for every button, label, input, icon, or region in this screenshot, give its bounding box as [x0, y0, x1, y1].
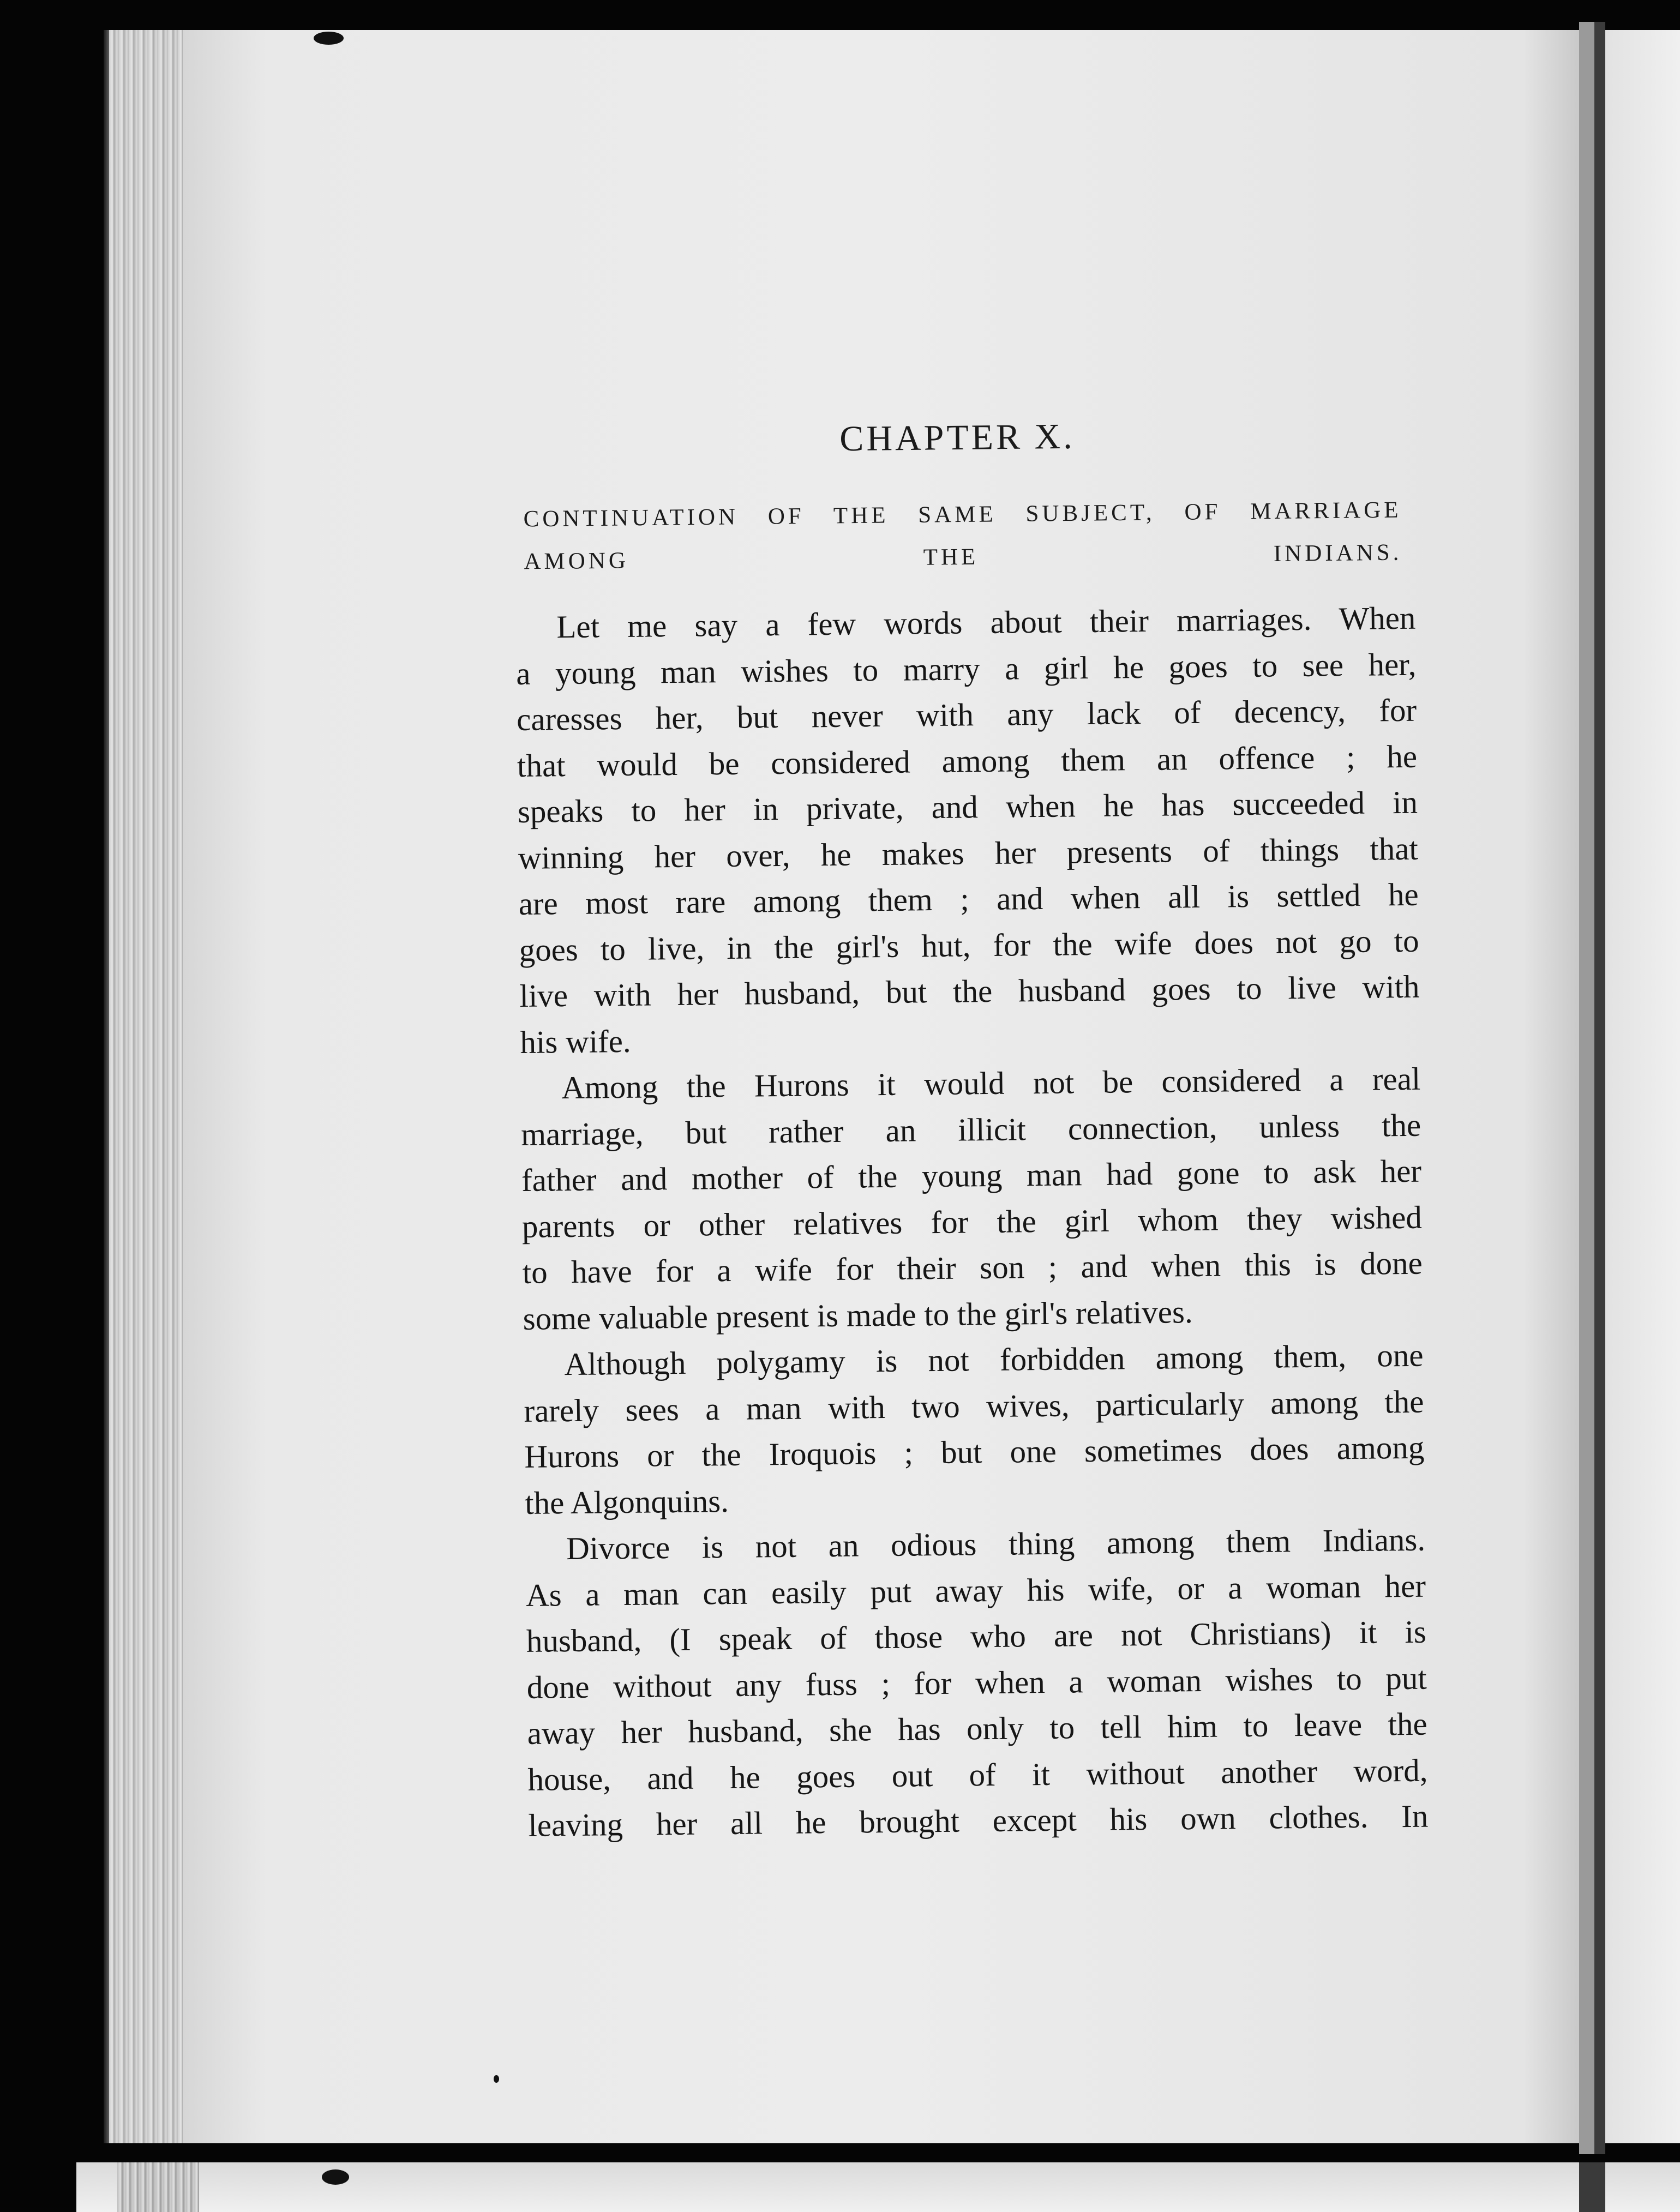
- paragraph-polygamy: [523, 1332, 1425, 1526]
- subtitle-line: CONTINUATION OF THE SAME SUBJECT, OF MARRIAGE: [523, 497, 1402, 532]
- text-line: speaks to her in private, and when he has succeeded in: [517, 784, 1418, 830]
- paragraph-marriages: [515, 595, 1420, 1065]
- text-line: some valuable present is made to the girl's relatives.: [523, 1293, 1193, 1337]
- text-line: his wife.: [520, 1023, 631, 1060]
- text-line: are most rare among them ; and when all is settled he: [518, 876, 1419, 922]
- paragraph-divorce: [525, 1517, 1429, 1849]
- text-line: As a man can easily put away his wife, or a woman her: [525, 1567, 1426, 1613]
- next-frame-sliver: [76, 2162, 1680, 2212]
- gutter-strip: [1579, 22, 1594, 2154]
- text-line: Although polygamy is not forbidden among them, one: [564, 1337, 1424, 1382]
- film-blemish: [494, 2075, 499, 2083]
- next-frame-page-edges: [117, 2162, 199, 2212]
- text-line: a young man wishes to marry a girl he goes to see her,: [515, 646, 1417, 692]
- text-line: done without any fuss ; for when a woman wishes to put: [526, 1660, 1427, 1705]
- text-line: the Algonquins.: [524, 1482, 729, 1521]
- facing-page-edge: [1605, 30, 1680, 2143]
- text-line: Divorce is not an odious thing among them Indians.: [566, 1521, 1426, 1567]
- text-line: parents or other relatives for the girl whom they wished: [521, 1199, 1423, 1245]
- page-edges-stack: [109, 30, 191, 2143]
- text-line: father and mother of the young man had gone to ask her: [521, 1152, 1422, 1198]
- text-line: marriage, but rather an illicit connection, unless the: [520, 1107, 1421, 1152]
- text-line: husband, (I speak of those who are not Christians) it is: [526, 1613, 1427, 1659]
- text-line: Let me say a few words about their marriages. When: [556, 599, 1416, 645]
- text-line: rarely sees a man with two wives, particularly among the: [524, 1383, 1424, 1429]
- gutter-shadow: [1594, 22, 1605, 2154]
- text-line: Hurons or the Iroquois ; but one sometimes does among: [524, 1429, 1425, 1475]
- text-line: live with her husband, but the husband goes to live with: [519, 968, 1420, 1014]
- next-frame-gutter: [1579, 2162, 1605, 2212]
- text-line: away her husband, she has only to tell him to leave the: [527, 1705, 1427, 1751]
- text-line: winning her over, he makes her presents of things that: [518, 830, 1419, 876]
- text-line: goes to live, in the girl's hut, for the wife does not go to: [519, 922, 1419, 968]
- film-blemish: [314, 32, 344, 45]
- subtitle-line: AMONG THE INDIANS.: [524, 539, 1402, 575]
- text-line: to have for a wife for their son ; and when this is done: [522, 1245, 1423, 1290]
- text-line: leaving her all he brought except his own clothes. In: [528, 1798, 1429, 1843]
- chapter-subtitle: [523, 489, 1402, 584]
- film-blemish: [322, 2169, 349, 2185]
- text-line: Among the Hurons it would not be considered a real: [561, 1060, 1421, 1106]
- paragraph-hurons: [520, 1056, 1423, 1342]
- chapter-title: CHAPTER X.: [839, 416, 1076, 459]
- text-line: caresses her, but never with any lack of decency, for: [516, 692, 1417, 737]
- text-line: house, and he goes out of it without another word,: [527, 1752, 1428, 1798]
- text-line: that would be considered among them an offence ; he: [517, 738, 1418, 784]
- body-text: [515, 595, 1429, 1849]
